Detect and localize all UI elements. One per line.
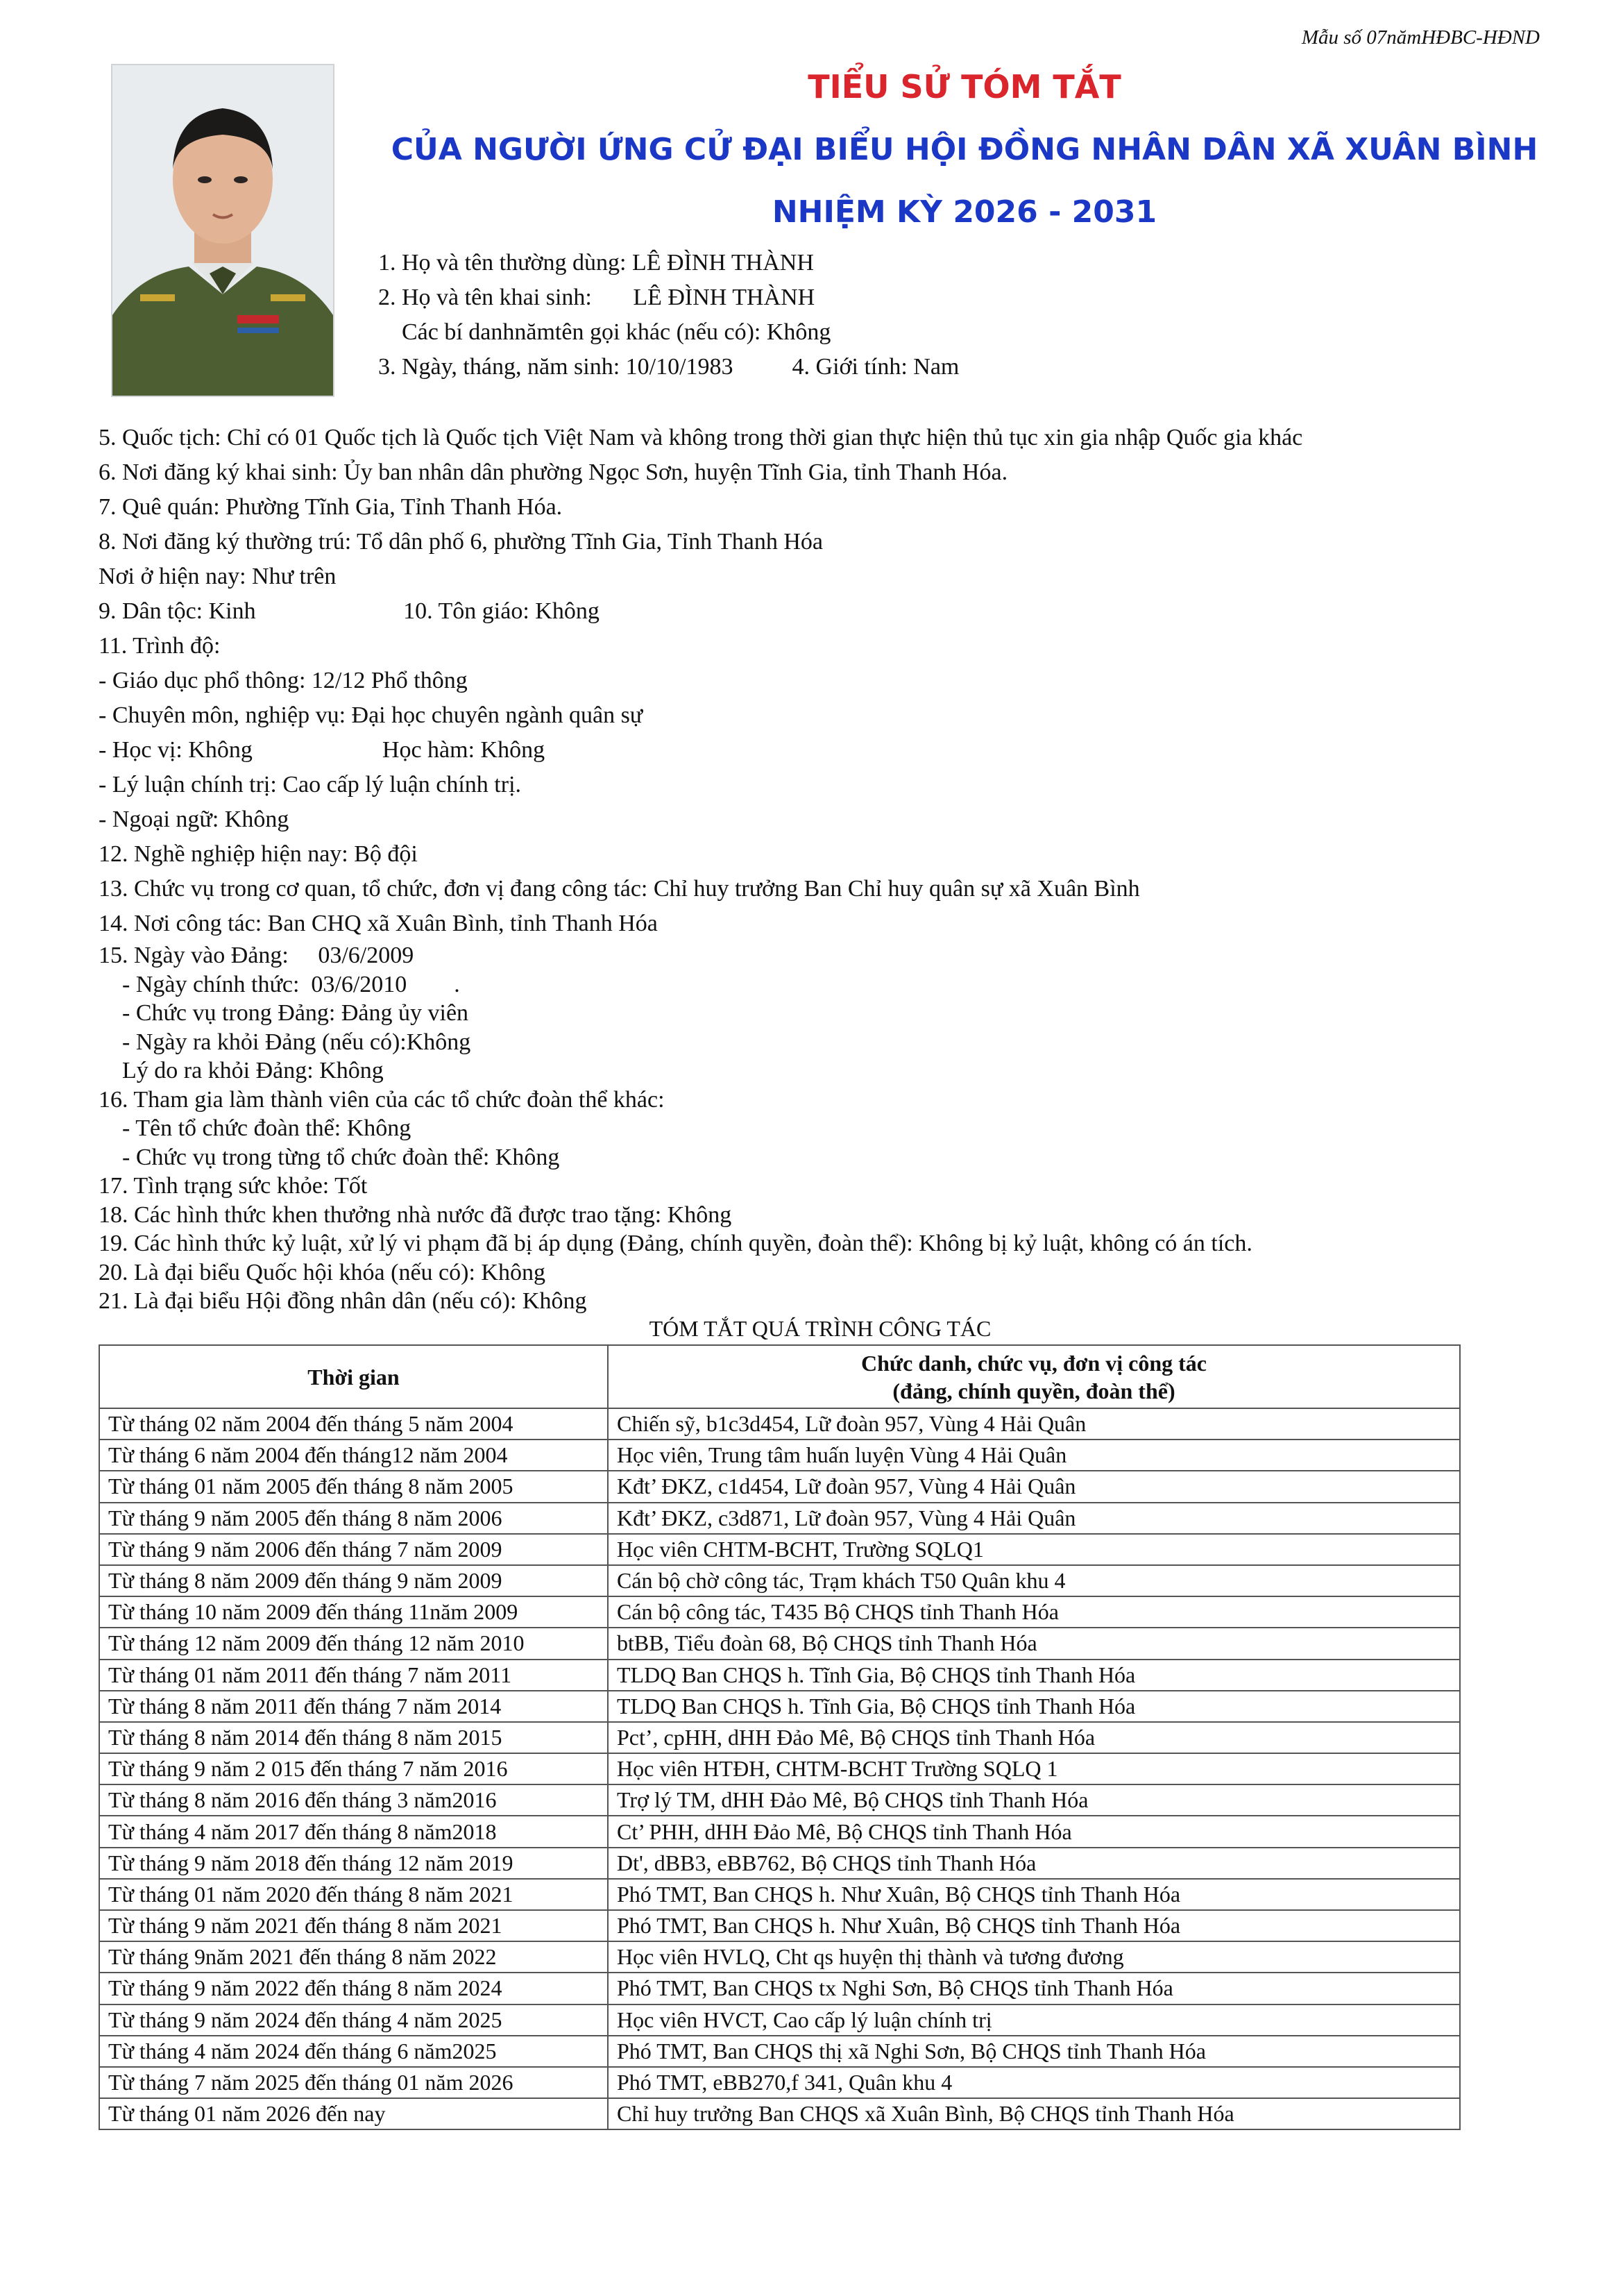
- table-row: [99, 1816, 1460, 1847]
- header-line: Các bí danhnămtên gọi khác (nếu có): Không: [378, 319, 831, 345]
- cell-time: Từ tháng 9 năm 2005 đến tháng 8 năm 2006: [99, 1503, 608, 1534]
- table-row: [99, 1848, 1460, 1879]
- cell-position: Trợ lý TM, dHH Đảo Mê, Bộ CHQS tỉnh Thanh Hóa: [608, 1784, 1460, 1816]
- header-line: 3. Ngày, tháng, năm sinh: 10/10/1983 4. Giới tính: Nam: [378, 354, 960, 380]
- table-row: [99, 2036, 1460, 2067]
- cell-time: Từ tháng 02 năm 2004 đến tháng 5 năm 2004: [99, 1408, 608, 1440]
- cell-position: Chỉ huy trưởng Ban CHQS xã Xuân Bình, Bộ CHQS tỉnh Thanh Hóa: [608, 2098, 1460, 2129]
- portrait-photo-drawing: [112, 65, 333, 396]
- info-line: 12. Nghề nghiệp hiện nay: Bộ đội: [99, 841, 418, 867]
- cell-time: Từ tháng 01 năm 2020 đến tháng 8 năm 2021: [99, 1879, 608, 1910]
- info-line: 21. Là đại biểu Hội đồng nhân dân (nếu có): Không: [99, 1288, 587, 1314]
- table-row: [99, 1691, 1460, 1722]
- cell-position: Học viên HTĐH, CHTM-BCHT Trường SQLQ 1: [608, 1753, 1460, 1784]
- table-row: [99, 2004, 1460, 2036]
- cell-time: Từ tháng 6 năm 2004 đến tháng12 năm 2004: [99, 1440, 608, 1471]
- cell-time: Từ tháng 12 năm 2009 đến tháng 12 năm 2010: [99, 1628, 608, 1659]
- cell-time: Từ tháng 8 năm 2009 đến tháng 9 năm 2009: [99, 1565, 608, 1596]
- personal-info-body: [99, 421, 1542, 1316]
- info-line: 13. Chức vụ trong cơ quan, tổ chức, đơn vị đang công tác: Chỉ huy trưởng Ban Chỉ huy quân sự xã Xuân Bình: [99, 876, 1140, 902]
- table-row: [99, 1973, 1460, 2004]
- work-history-table: [99, 1344, 1461, 2130]
- info-line: - Ngày ra khỏi Đảng (nếu có):Không: [99, 1029, 471, 1055]
- cell-position: Học viên HVLQ, Cht qs huyện thị thành và tương đương: [608, 1941, 1460, 1973]
- cell-time: Từ tháng 8 năm 2014 đến tháng 8 năm 2015: [99, 1722, 608, 1753]
- table-row: [99, 1910, 1460, 1941]
- cell-time: Từ tháng 01 năm 2011 đến tháng 7 năm 2011: [99, 1660, 608, 1691]
- info-line: 14. Nơi công tác: Ban CHQ xã Xuân Bình, tỉnh Thanh Hóa: [99, 911, 658, 936]
- cell-position: Kđt’ ĐKZ, c3d871, Lữ đoàn 957, Vùng 4 Hải Quân: [608, 1503, 1460, 1534]
- info-line: 18. Các hình thức khen thưởng nhà nước đã được trao tặng: Không: [99, 1201, 732, 1228]
- table-row: [99, 1660, 1460, 1691]
- info-line: - Học vị: Không Học hàm: Không: [99, 737, 545, 763]
- table-row: [99, 1471, 1460, 1502]
- info-line: 15. Ngày vào Đảng: 03/6/2009: [99, 943, 414, 968]
- cell-position: Phó TMT, Ban CHQS h. Như Xuân, Bộ CHQS tỉnh Thanh Hóa: [608, 1879, 1460, 1910]
- cell-position: Phó TMT, Ban CHQS h. Như Xuân, Bộ CHQS tỉnh Thanh Hóa: [608, 1910, 1460, 1941]
- info-line: 19. Các hình thức kỷ luật, xử lý vi phạm đã bị áp dụng (Đảng, chính quyền, đoàn thể): Không bị kỷ luật, không có án tích.: [99, 1231, 1252, 1256]
- form-number: Mẫu số 07nămHĐBC-HĐND: [1301, 26, 1540, 49]
- cell-position: Học viên, Trung tâm huấn luyện Vùng 4 Hải Quân: [608, 1440, 1460, 1471]
- cell-time: Từ tháng 01 năm 2005 đến tháng 8 năm 2005: [99, 1471, 608, 1502]
- cell-position: btBB, Tiểu đoàn 68, Bộ CHQS tỉnh Thanh Hóa: [608, 1628, 1460, 1659]
- cell-position: Cán bộ chờ công tác, Trạm khách T50 Quân khu 4: [608, 1565, 1460, 1596]
- column-header-position-line2: (đảng, chính quyền, đoàn thể): [892, 1378, 1175, 1403]
- cell-time: Từ tháng 4 năm 2024 đến tháng 6 năm2025: [99, 2036, 608, 2067]
- column-header-position: [608, 1345, 1460, 1408]
- cell-time: Từ tháng 9 năm 2024 đến tháng 4 năm 2025: [99, 2004, 608, 2036]
- work-history-caption: TÓM TẮT QUÁ TRÌNH CÔNG TÁC: [649, 1316, 992, 1341]
- info-line: - Tên tổ chức đoàn thể: Không: [99, 1115, 411, 1141]
- info-line: 9. Dân tộc: Kinh 10. Tôn giáo: Không: [99, 598, 600, 624]
- cell-position: Dt', dBB3, eBB762, Bộ CHQS tỉnh Thanh Hóa: [608, 1848, 1460, 1879]
- info-line: - Giáo dục phổ thông: 12/12 Phổ thông: [99, 668, 468, 693]
- cell-time: Từ tháng 7 năm 2025 đến tháng 01 năm 2026: [99, 2067, 608, 2098]
- table-header-row: [99, 1345, 1460, 1408]
- table-row: [99, 1628, 1460, 1659]
- table-row: [99, 1565, 1460, 1596]
- table-row: [99, 1722, 1460, 1753]
- cell-position: Học viên CHTM-BCHT, Trường SQLQ1: [608, 1534, 1460, 1565]
- cell-position: Cán bộ công tác, T435 Bộ CHQS tỉnh Thanh Hóa: [608, 1596, 1460, 1628]
- cell-position: TLDQ Ban CHQS h. Tĩnh Gia, Bộ CHQS tỉnh Thanh Hóa: [608, 1660, 1460, 1691]
- cell-time: Từ tháng 10 năm 2009 đến tháng 11năm 2009: [99, 1596, 608, 1628]
- column-header-position-line1: Chức danh, chức vụ, đơn vị công tác: [861, 1350, 1207, 1376]
- cell-time: Từ tháng 9 năm 2022 đến tháng 8 năm 2024: [99, 1973, 608, 2004]
- cell-position: Học viên HVCT, Cao cấp lý luận chính trị: [608, 2004, 1460, 2036]
- info-line: Nơi ở hiện nay: Như trên: [99, 564, 337, 589]
- cell-time: Từ tháng 8 năm 2016 đến tháng 3 năm2016: [99, 1784, 608, 1816]
- info-line: - Chuyên môn, nghiệp vụ: Đại học chuyên ngành quân sự: [99, 702, 643, 728]
- table-row: [99, 1596, 1460, 1628]
- cell-position: Ct’ PHH, dHH Đảo Mê, Bộ CHQS tỉnh Thanh Hóa: [608, 1816, 1460, 1847]
- personal-info-header: [378, 246, 959, 385]
- portrait-photo: [111, 64, 334, 397]
- column-header-time: Thời gian: [99, 1345, 608, 1408]
- cell-time: Từ tháng 9 năm 2021 đến tháng 8 năm 2021: [99, 1910, 608, 1941]
- cell-position: Chiến sỹ, b1c3d454, Lữ đoàn 957, Vùng 4 Hải Quân: [608, 1408, 1460, 1440]
- cell-position: Phó TMT, eBB270,f 341, Quân khu 4: [608, 2067, 1460, 2098]
- info-line: - Ngoại ngữ: Không: [99, 807, 289, 832]
- info-line: 8. Nơi đăng ký thường trú: Tổ dân phố 6, phường Tĩnh Gia, Tỉnh Thanh Hóa: [99, 529, 823, 555]
- cell-time: Từ tháng 01 năm 2026 đến nay: [99, 2098, 608, 2129]
- info-line: 11. Trình độ:: [99, 633, 221, 659]
- table-row: [99, 1784, 1460, 1816]
- info-line: - Chức vụ trong Đảng: Đảng ủy viên: [99, 1000, 469, 1026]
- info-line: 17. Tình trạng sức khỏe: Tốt: [99, 1173, 368, 1199]
- info-line: - Ngày chính thức: 03/6/2010 .: [99, 971, 460, 997]
- table-row: [99, 2098, 1460, 2129]
- table-row: [99, 2067, 1460, 2098]
- info-line: - Chức vụ trong từng tổ chức đoàn thể: Không: [99, 1144, 560, 1170]
- cell-time: Từ tháng 9 năm 2 015 đến tháng 7 năm 2016: [99, 1753, 608, 1784]
- cell-time: Từ tháng 9 năm 2006 đến tháng 7 năm 2009: [99, 1534, 608, 1565]
- info-line: 7. Quê quán: Phường Tĩnh Gia, Tỉnh Thanh Hóa.: [99, 494, 563, 520]
- cell-position: Phó TMT, Ban CHQS thị xã Nghi Sơn, Bộ CHQS tỉnh Thanh Hóa: [608, 2036, 1460, 2067]
- cell-position: Phó TMT, Ban CHQS tx Nghi Sơn, Bộ CHQS tỉnh Thanh Hóa: [608, 1973, 1460, 2004]
- cell-time: Từ tháng 9năm 2021 đến tháng 8 năm 2022: [99, 1941, 608, 1973]
- table-row: [99, 1879, 1460, 1910]
- table-row: [99, 1503, 1460, 1534]
- info-line: 16. Tham gia làm thành viên của các tổ chức đoàn thể khác:: [99, 1086, 665, 1113]
- info-line: Lý do ra khỏi Đảng: Không: [99, 1058, 384, 1083]
- cell-position: TLDQ Ban CHQS h. Tĩnh Gia, Bộ CHQS tỉnh Thanh Hóa: [608, 1691, 1460, 1722]
- title-line-3: NHIỆM KỲ 2026 - 2031: [772, 194, 1157, 230]
- table-row: [99, 1534, 1460, 1565]
- info-line: 6. Nơi đăng ký khai sinh: Ủy ban nhân dân phường Ngọc Sơn, huyện Tĩnh Gia, tỉnh Thanh Hóa.: [99, 459, 1008, 485]
- table-row: [99, 1408, 1460, 1440]
- header-line: 2. Họ và tên khai sinh: LÊ ĐÌNH THÀNH: [378, 285, 815, 310]
- cell-position: Pct’, cpHH, dHH Đảo Mê, Bộ CHQS tỉnh Thanh Hóa: [608, 1722, 1460, 1753]
- info-line: - Lý luận chính trị: Cao cấp lý luận chính trị.: [99, 772, 522, 797]
- header-line: 1. Họ và tên thường dùng: LÊ ĐÌNH THÀNH: [378, 250, 814, 276]
- table-row: [99, 1440, 1460, 1471]
- info-line: 20. Là đại biểu Quốc hội khóa (nếu có): Không: [99, 1259, 545, 1285]
- cell-time: Từ tháng 8 năm 2011 đến tháng 7 năm 2014: [99, 1691, 608, 1722]
- title-line-2: CỦA NGƯỜI ỨNG CỬ ĐẠI BIỂU HỘI ĐỒNG NHÂN DÂN XÃ XUÂN BÌNH: [391, 132, 1538, 167]
- cell-position: Kđt’ ĐKZ, c1d454, Lữ đoàn 957, Vùng 4 Hải Quân: [608, 1471, 1460, 1502]
- cell-time: Từ tháng 9 năm 2018 đến tháng 12 năm 2019: [99, 1848, 608, 1879]
- table-row: [99, 1941, 1460, 1973]
- info-line: 5. Quốc tịch: Chỉ có 01 Quốc tịch là Quốc tịch Việt Nam và không trong thời gian thực hiện thủ tục xin gia nhập Quốc gia khác: [99, 425, 1303, 450]
- title-line-1: TIỂU SỬ TÓM TẮT: [808, 68, 1121, 105]
- table-row: [99, 1753, 1460, 1784]
- cell-time: Từ tháng 4 năm 2017 đến tháng 8 năm2018: [99, 1816, 608, 1847]
